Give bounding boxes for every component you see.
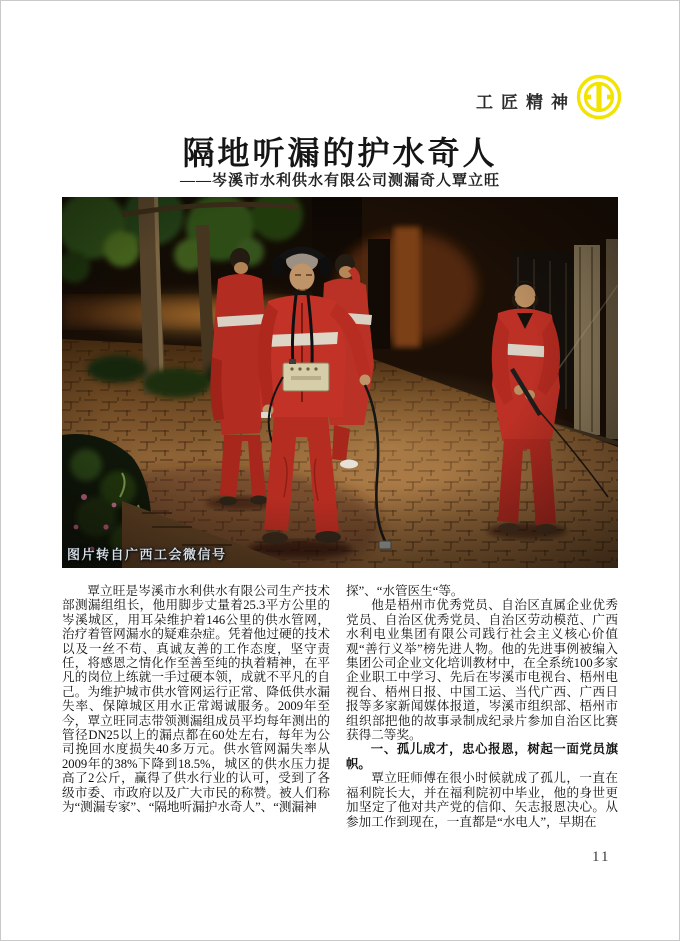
article-photo (62, 197, 618, 568)
paragraph: 覃立旺是岑溪市水利供水有限公司生产技术部测漏组组长，他用脚步丈量着25.3平方公里的岑溪城区，用耳朵维护着146公里的供水管网，治疗着管网漏水的疑难杂症。凭着他过硬的技术以及一丝不苟、真诚友善的工作态度，坚守责任，将感恩之情化作至善至纯的执着精神，在平凡的岗位上练就一手过硬本领，成就不平凡的自己。为维护城市供水管网运行正常、降低供水漏失率、保障城区用水正常竭诚服务。2009年至今，覃立旺同志带领测漏组成员平均每年测出的管径DN25以上的漏点都在60处左右，每年为公司挽回水度损失40多万元。供水管网漏失率从2009年的38%下降到18.5%，城区的供水压力提高了2公斤，赢得了供水行业的认可，受到了各级市委、市政府以及广大市民的称赞。被人们称为“测漏专家”、“隔地听漏护水奇人”、“测漏神 (62, 584, 330, 815)
article-column-right (346, 584, 618, 829)
night-leak-detection-scene (62, 197, 618, 568)
header-label: 工匠精神 (476, 92, 576, 112)
paragraph: 探”、“水管医生“等。 (346, 584, 464, 598)
trade-union-logo-icon (576, 74, 622, 120)
article-body (62, 584, 618, 829)
header (476, 74, 622, 120)
page-number: 11 (592, 849, 611, 865)
section-heading: 一、孤儿成才，忠心报恩，树起一面党员旗帜。 (346, 742, 618, 771)
article-column-left (62, 584, 330, 829)
paragraph: 覃立旺师傅在很小时候就成了孤儿，一直在福利院长大，并在福利院初中毕业，他的身世更加坚定了他对共产党的信仰、矢志报恩决心。从参加工作到现在，一直都是“水电人”，早期在 (346, 771, 618, 829)
paragraph: 他是梧州市优秀党员、自治区直属企业优秀党员、自治区优秀党员、自治区劳动模范、广西水利电业集团有限公司践行社会主义核心价值观“善行义举”榜先进人物。他的先进事例被编入集团公司企业文化培训教材中，在全系统100多家企业职工中学习、先后在岑溪市电视台、梧州电视台、梧州日报、中国工运、当代广西、广西日报等多家新闻媒体报道，岑溪市组织部、梧州市组织部把他的故事录制成纪录片参加自治区比赛获得二等奖。 (346, 598, 618, 743)
page-title: 隔地听漏的护水奇人 (182, 135, 498, 171)
photo-caption: 图片转自广西工会微信号 (67, 547, 227, 562)
page-subtitle: ——岑溪市水利供水有限公司测漏奇人覃立旺 (179, 173, 500, 189)
